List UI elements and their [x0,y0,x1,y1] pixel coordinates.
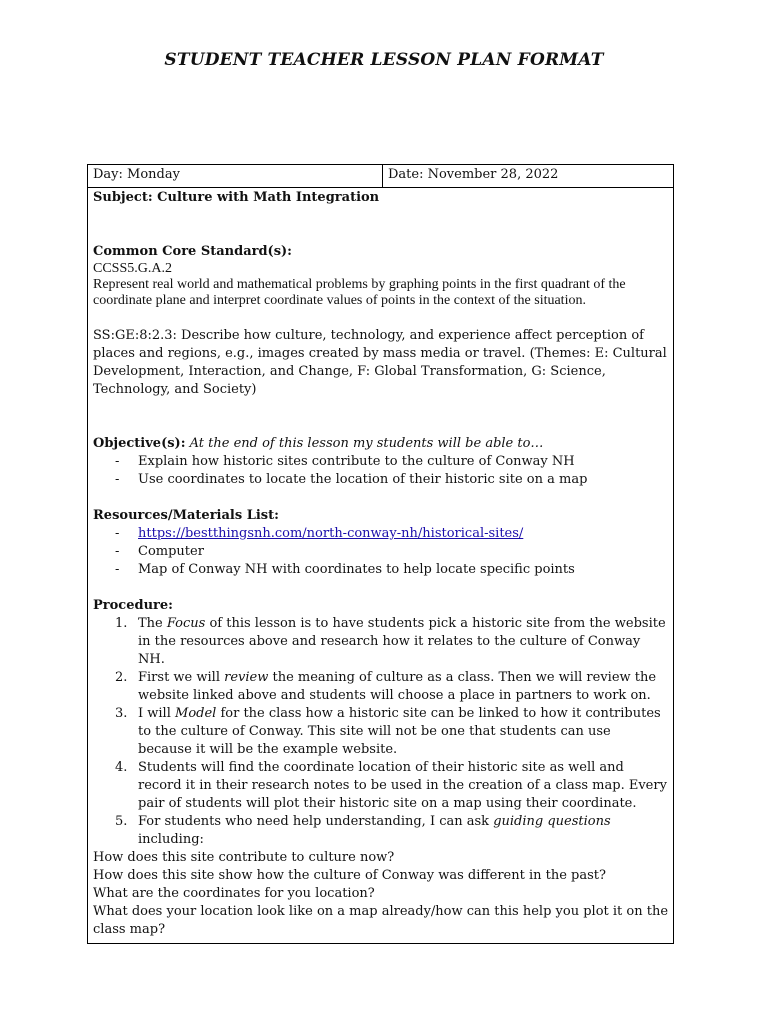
procedure-step: 2. First we will review the meaning of culture as a class. Then we will review the website linked above and students will choose a place in partners to work on. [115,670,657,703]
header-row [88,165,673,188]
procedure-step: 3. I will Model for the class how a historic site can be linked to how it contributes to the culture of Conway. This site will not be one that students can use because it will be the example website. [115,706,661,757]
guiding-question: How does this site show how the culture of Conway was different in the past? [93,868,606,883]
list-item: - Map of Conway NH with coordinates to help locate specific points [93,561,668,579]
page-title: STUDENT TEACHER LESSON PLAN FORMAT [164,50,604,70]
guiding-question: What does your location look like on a map already/how can this help you plot it on the class map? [93,904,669,937]
lesson-plan-table [87,164,674,944]
procedure-step: 1. The Focus of this lesson is to have students pick a historic site from the website in the resources above and research how it relates to the culture of Conway NH. [115,616,666,667]
ss-standard: SS:GE:8:2.3: Describe how culture, technology, and experience affect perception of places and regions, e.g., images created by mass media or travel. (Themes: E: Cultural Development, Interaction, and Change, F: Global Transformation, G: Science, Technology, and Society) [93,328,667,397]
subject-line: Subject: Culture with Math Integration [93,190,380,205]
list-item: - Computer [93,543,668,561]
procedure-step: 4. Students will find the coordinate location of their historic site as well and record it in their research notes to be used in the creation of a class map. Every pair of students will plot their historic site on a map using their coordinate. [115,760,667,811]
objectives-intro: At the end of this lesson my students will be able to… [185,436,544,451]
resources-list [93,525,668,579]
historical-sites-link[interactable]: https://bestthingsnh.com/north-conway-nh/historical-sites/ [138,526,524,541]
objectives-list [93,453,668,489]
date-cell: Date: November 28, 2022 [388,167,559,182]
guiding-question: How does this site contribute to culture now? [93,850,395,865]
list-item: - Use coordinates to locate the location of their historic site on a map [93,471,668,489]
objectives-heading: Objective(s): [93,436,186,451]
day-cell: Day: Monday [88,165,383,187]
plan-body [88,188,673,943]
procedure-step: 5. For students who need help understanding, I can ask guiding questions including: [115,814,611,847]
standard-code: CCSS5.G.A.2 [93,261,172,276]
list-item: - Explain how historic sites contribute to the culture of Conway NH [93,453,668,471]
guiding-question: What are the coordinates for you location? [93,886,375,901]
list-item [93,525,668,543]
standard-text: Represent real world and mathematical problems by graphing points in the first quadrant of the coordinate plane and interpret coordinate values of points in the context of the situation. [93,277,626,308]
objectives-section [93,435,668,453]
standards-heading: Common Core Standard(s): [93,244,292,259]
procedure-steps [93,615,668,849]
resources-heading: Resources/Materials List: [93,508,279,523]
procedure-heading: Procedure: [93,598,173,613]
